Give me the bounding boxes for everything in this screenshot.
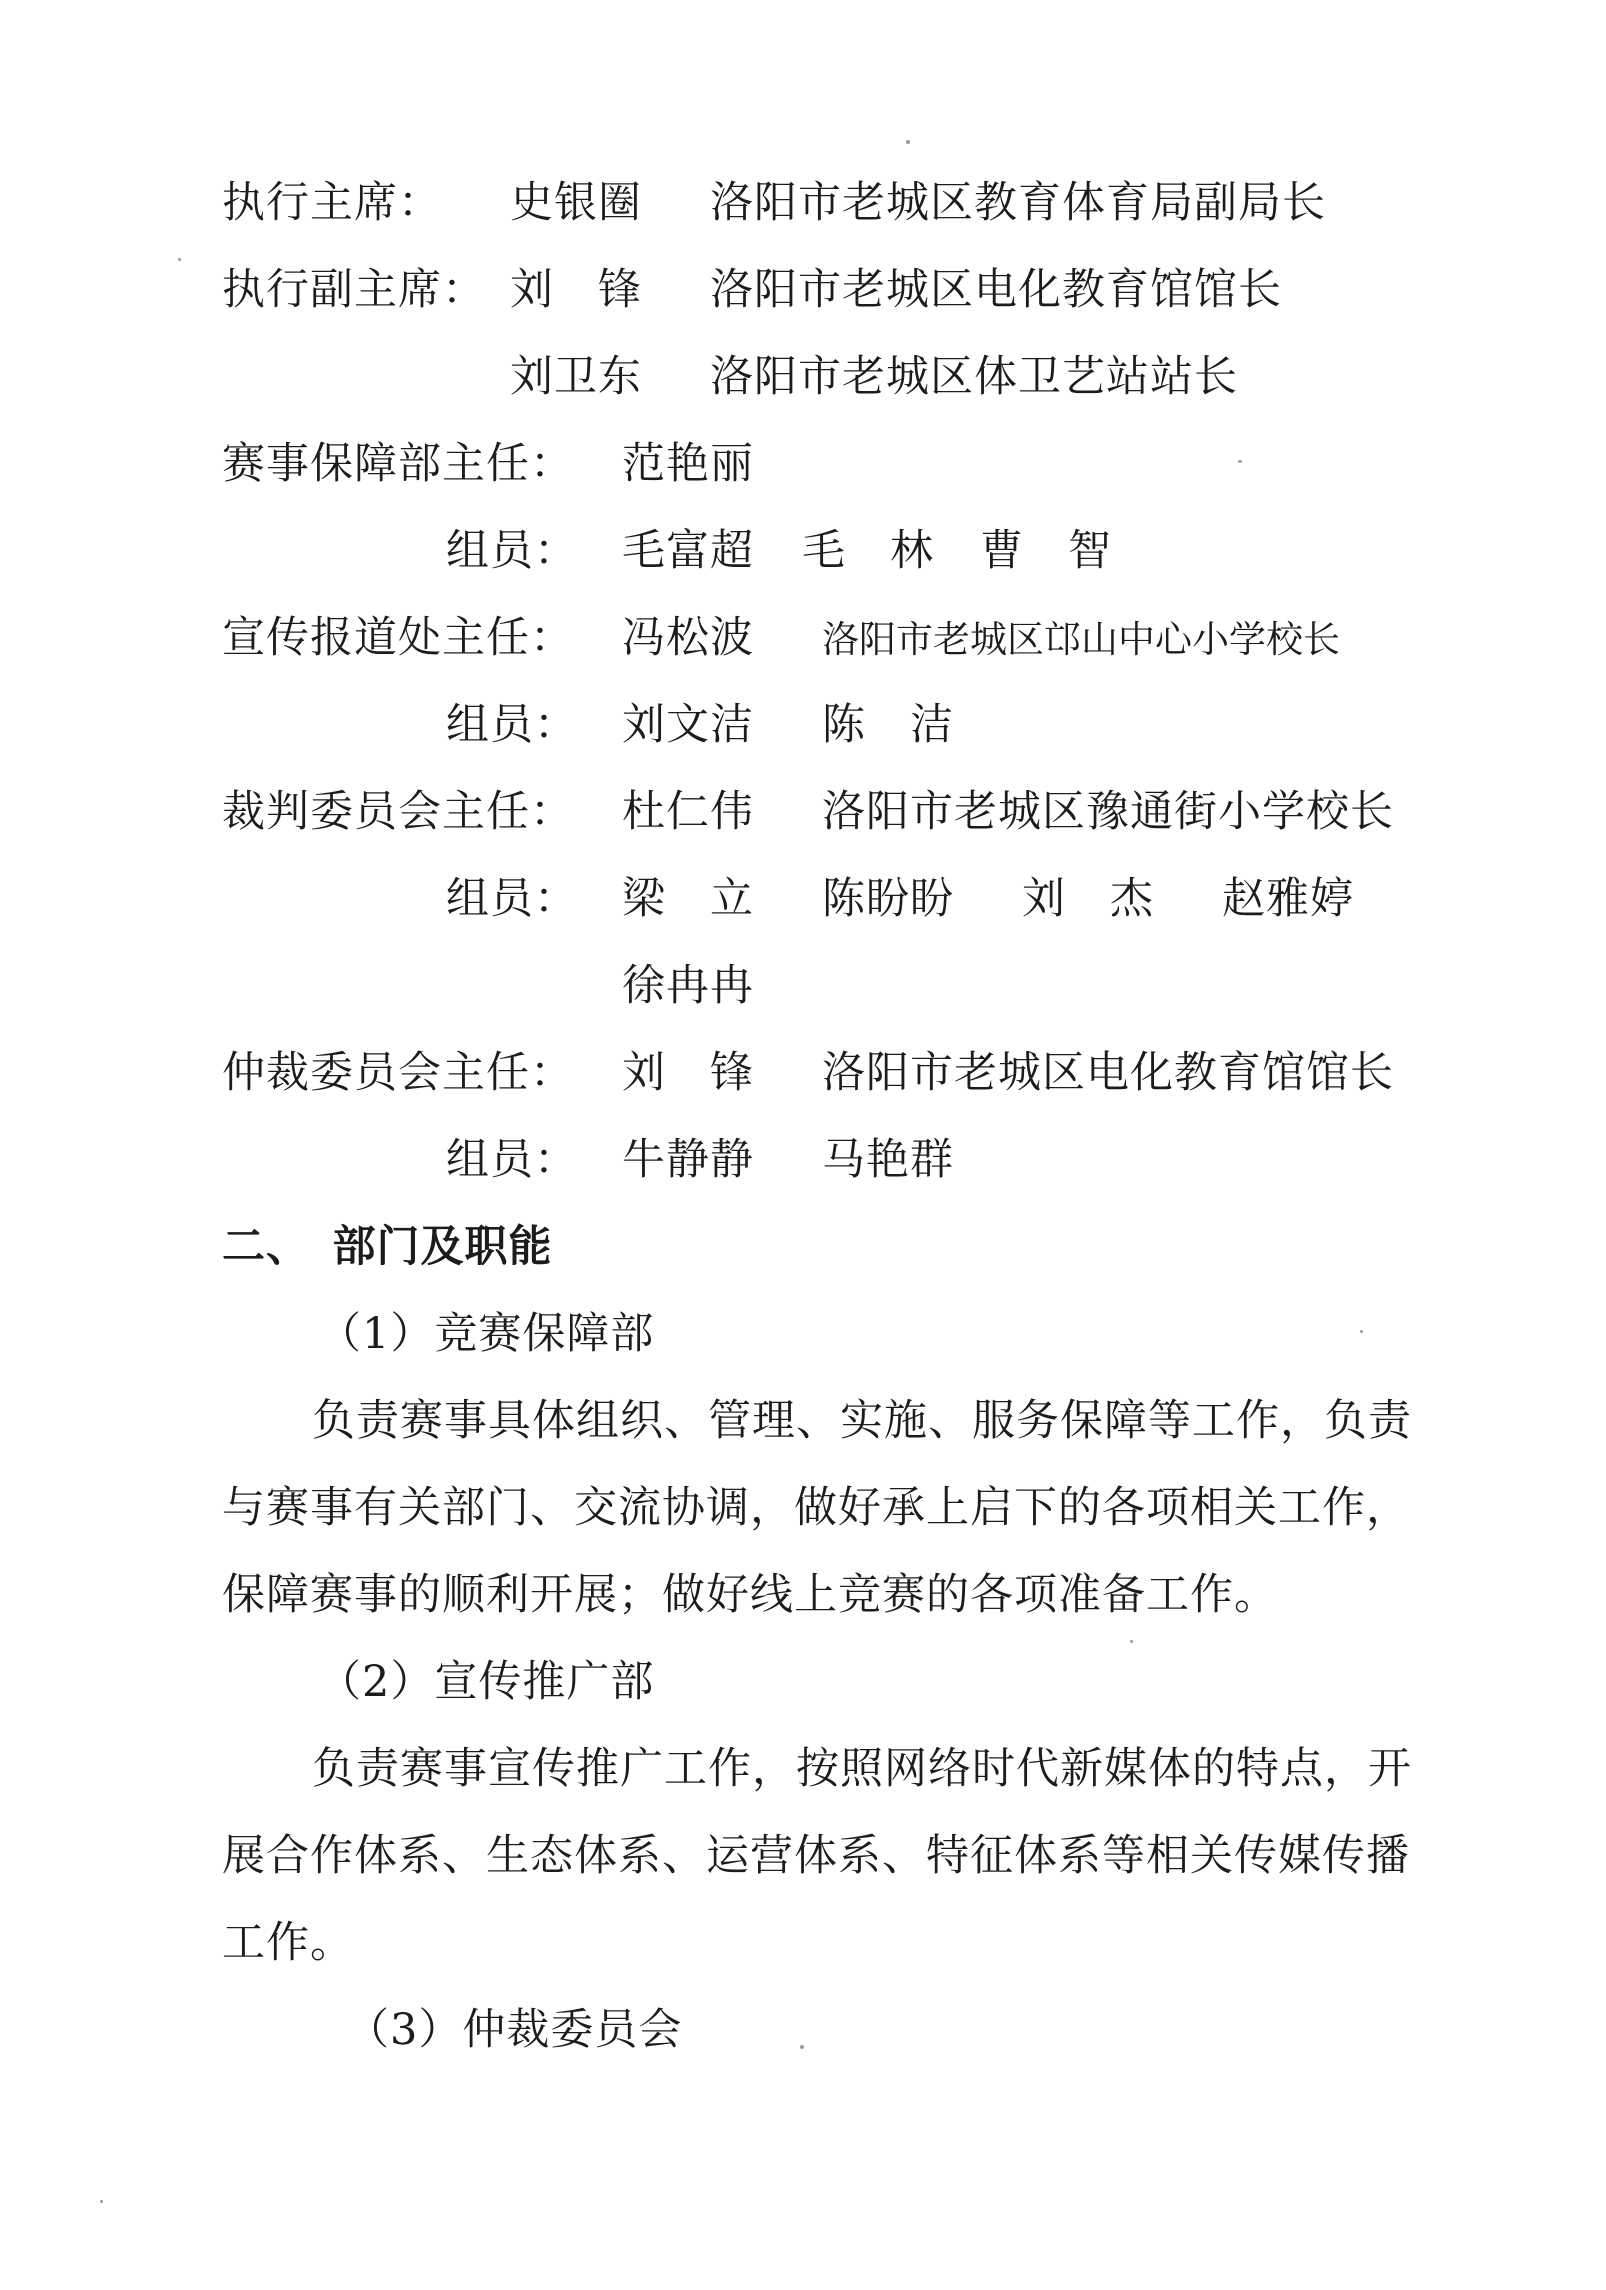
referee-member: 赵雅婷 <box>1222 874 1354 924</box>
exec-chair-position: 洛阳市老城区教育体育局副局长 <box>710 178 1326 228</box>
exec-vice-chair-name: 刘卫东 <box>510 352 642 402</box>
scan-speck <box>1238 460 1242 463</box>
exec-vice-chair-position: 洛阳市老城区体卫艺站站长 <box>710 352 1238 402</box>
paragraph-line: 与赛事有关部门、交流协调，做好承上启下的各项相关工作， <box>222 1483 1410 1533</box>
referee-member: 陈盼盼 <box>822 874 954 924</box>
referee-member: 徐冉冉 <box>622 961 754 1011</box>
event-support-members-label: 组员： <box>446 526 578 576</box>
arbitration-member: 马艳群 <box>822 1135 954 1185</box>
referee-director-position: 洛阳市老城区豫通街小学校长 <box>822 787 1394 837</box>
scan-speck <box>906 140 910 144</box>
referee-member: 刘 杰 <box>1022 874 1154 924</box>
event-support-member: 曹 智 <box>980 526 1112 576</box>
paragraph-line: 保障赛事的顺利开展；做好线上竞赛的各项准备工作。 <box>222 1570 1278 1620</box>
scan-speck <box>800 2045 804 2049</box>
section-heading: 二、 部门及职能 <box>222 1222 553 1272</box>
arbitration-members-label: 组员： <box>446 1135 578 1185</box>
publicity-member: 刘文洁 <box>622 700 754 750</box>
publicity-member: 陈 洁 <box>822 700 954 750</box>
exec-chair-name: 史银圈 <box>510 178 642 228</box>
paragraph-line: 工作。 <box>222 1918 354 1968</box>
arbitration-director-position: 洛阳市老城区电化教育馆馆长 <box>822 1048 1394 1098</box>
referee-title: 裁判委员会主任： <box>222 787 574 837</box>
exec-chair-title: 执行主席： <box>222 178 442 228</box>
publicity-members-label: 组员： <box>446 700 578 750</box>
event-support-director: 范艳丽 <box>622 439 754 489</box>
paragraph-line: 展合作体系、生态体系、运营体系、特征体系等相关传媒传播 <box>222 1831 1410 1881</box>
referee-members-label: 组员： <box>446 874 578 924</box>
scan-speck <box>1130 1640 1133 1643</box>
referee-director: 杜仁伟 <box>622 787 754 837</box>
scan-speck <box>1360 1330 1363 1333</box>
paragraph-line: 负责赛事宣传推广工作，按照网络时代新媒体的特点，开 <box>312 1744 1412 1794</box>
publicity-director: 冯松波 <box>622 613 754 663</box>
dept-title: （1）竞赛保障部 <box>318 1309 655 1359</box>
dept-title: （2）宣传推广部 <box>318 1657 655 1707</box>
arbitration-title: 仲裁委员会主任： <box>222 1048 574 1098</box>
paragraph-line: 负责赛事具体组织、管理、实施、服务保障等工作，负责 <box>312 1396 1412 1446</box>
scan-speck <box>100 2200 103 2203</box>
arbitration-director: 刘 锋 <box>622 1048 754 1098</box>
exec-vice-chair-title: 执行副主席： <box>222 265 486 315</box>
scan-speck <box>178 258 181 261</box>
publicity-director-position: 洛阳市老城区邙山中心小学校长 <box>822 618 1340 661</box>
event-support-member: 毛 林 <box>802 526 934 576</box>
event-support-title: 赛事保障部主任： <box>222 439 574 489</box>
dept-title: （3）仲裁委员会 <box>346 2005 683 2055</box>
publicity-title: 宣传报道处主任： <box>222 613 574 663</box>
exec-vice-chair-name: 刘 锋 <box>510 265 642 315</box>
exec-vice-chair-position: 洛阳市老城区电化教育馆馆长 <box>710 265 1282 315</box>
event-support-member: 毛富超 <box>622 526 754 576</box>
referee-member: 梁 立 <box>622 874 754 924</box>
arbitration-member: 牛静静 <box>622 1135 754 1185</box>
